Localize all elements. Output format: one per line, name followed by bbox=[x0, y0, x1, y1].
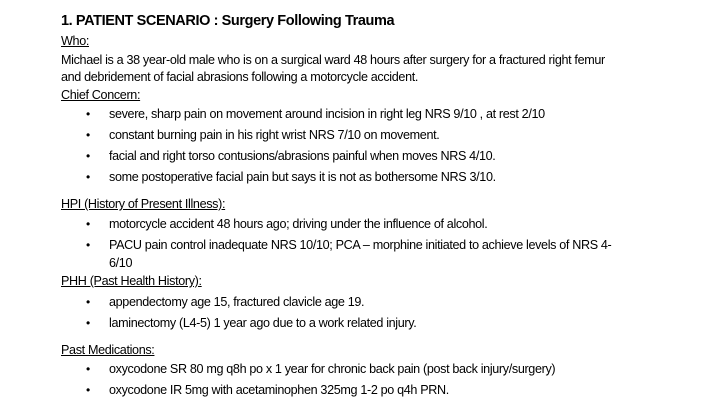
list-item: facial and right torso contusions/abrasions painful when moves NRS 4/10. bbox=[109, 149, 496, 163]
list-item: oxycodone SR 80 mg q8h po x 1 year for chronic back pain (post back injury/surgery) bbox=[109, 362, 556, 376]
past-medications-heading: Past Medications: bbox=[61, 343, 155, 357]
list-item: PACU pain control inadequate NRS 10/10; PCA – morphine initiated to achieve levels of NRS 4- bbox=[109, 238, 612, 252]
bullet-icon: • bbox=[86, 238, 91, 252]
bullet-icon: • bbox=[86, 217, 91, 231]
who-text-line: and debridement of facial abrasions following a motorcycle accident. bbox=[61, 70, 419, 84]
list-item: severe, sharp pain on movement around incision in right leg NRS 9/10 , at rest 2/10 bbox=[109, 107, 545, 121]
bullet-icon: • bbox=[86, 170, 91, 184]
bullet-icon: • bbox=[86, 316, 91, 330]
list-item: motorcycle accident 48 hours ago; driving under the influence of alcohol. bbox=[109, 217, 488, 231]
list-item: appendectomy age 15, fractured clavicle age 19. bbox=[109, 295, 365, 309]
chief-concern-heading: Chief Concern: bbox=[61, 88, 141, 102]
list-item: laminectomy (L4-5) 1 year ago due to a work related injury. bbox=[109, 316, 417, 330]
list-item: oxycodone IR 5mg with acetaminophen 325mg 1-2 po q4h PRN. bbox=[109, 383, 449, 397]
bullet-icon: • bbox=[86, 107, 91, 121]
list-item-continuation: 6/10 bbox=[109, 256, 133, 270]
bullet-icon: • bbox=[86, 362, 91, 376]
list-item: constant burning pain in his right wrist NRS 7/10 on movement. bbox=[109, 128, 440, 142]
hpi-heading: HPI (History of Present Illness): bbox=[61, 197, 226, 211]
who-text-line: Michael is a 38 year-old male who is on a surgical ward 48 hours after surgery for a fractured right femur bbox=[61, 53, 605, 67]
bullet-icon: • bbox=[86, 149, 91, 163]
bullet-icon: • bbox=[86, 128, 91, 142]
who-heading: Who: bbox=[61, 34, 89, 48]
list-item: some postoperative facial pain but says it is not as bothersome NRS 3/10. bbox=[109, 170, 496, 184]
page-title: 1. PATIENT SCENARIO : Surgery Following Trauma bbox=[61, 13, 395, 29]
bullet-icon: • bbox=[86, 295, 91, 309]
bullet-icon: • bbox=[86, 383, 91, 397]
phh-heading: PHH (Past Health History): bbox=[61, 274, 202, 288]
